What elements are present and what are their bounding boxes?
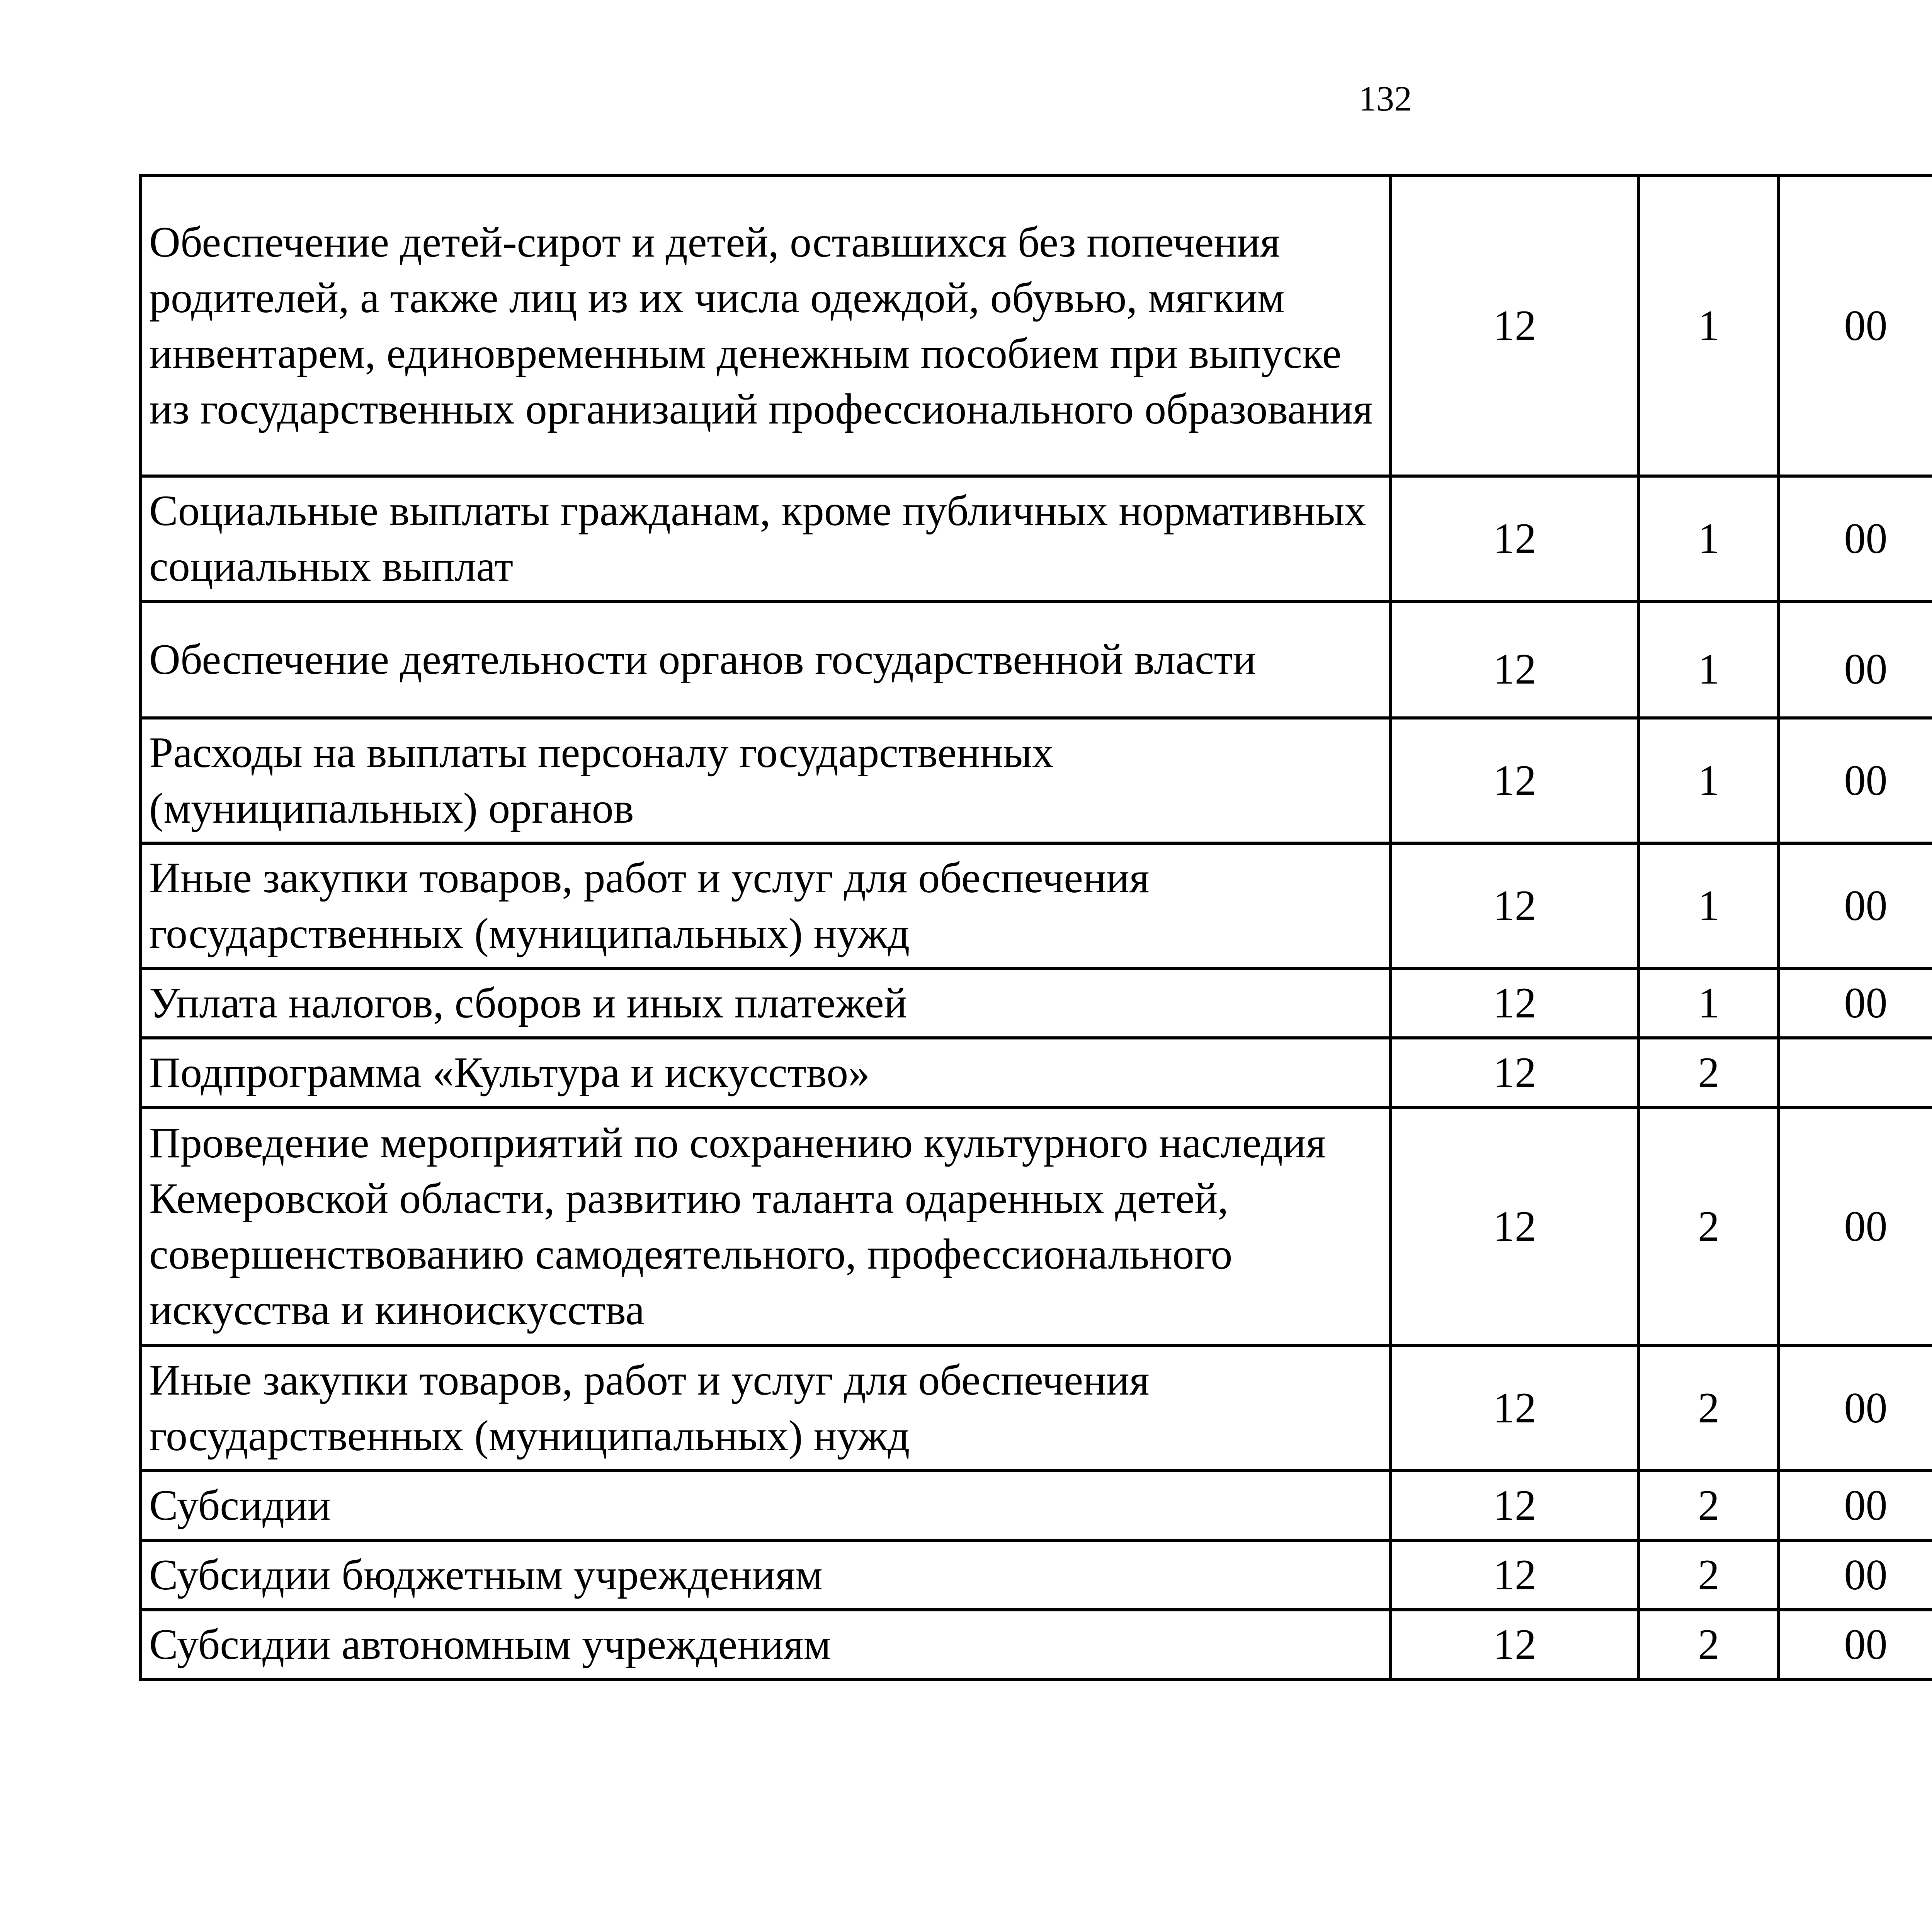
cell-code: 00	[1779, 601, 1932, 718]
cell-code: 00	[1779, 476, 1932, 601]
cell-code	[1779, 1038, 1932, 1107]
cell-subsection: 2	[1639, 1107, 1779, 1345]
cell-code: 00	[1779, 1540, 1932, 1610]
table-row	[141, 1540, 1932, 1610]
table-row	[141, 601, 1932, 718]
table-row	[141, 843, 1932, 968]
cell-subsection: 1	[1639, 175, 1779, 476]
cell-code: 00	[1779, 718, 1932, 843]
cell-subsection: 2	[1639, 1471, 1779, 1540]
table-row	[141, 476, 1932, 601]
cell-section: 12	[1391, 601, 1639, 718]
table-row	[141, 968, 1932, 1038]
table-row	[141, 175, 1932, 476]
table-row	[141, 1471, 1932, 1540]
row-name: Расходы на выплаты персоналу государственных (муниципальных) органов	[141, 718, 1391, 843]
cell-code: 00	[1779, 1107, 1932, 1345]
cell-section: 12	[1391, 1471, 1639, 1540]
cell-section: 12	[1391, 968, 1639, 1038]
row-name: Социальные выплаты гражданам, кроме публичных нормативных социальных выплат	[141, 476, 1391, 601]
cell-section: 12	[1391, 1038, 1639, 1107]
cell-code: 00	[1779, 175, 1932, 476]
row-name: Субсидии автономным учреждениям	[141, 1610, 1391, 1679]
row-name: Обеспечение деятельности органов государственной власти	[141, 601, 1391, 718]
table-row	[141, 718, 1932, 843]
row-name: Иные закупки товаров, работ и услуг для обеспечения государственных (муниципальных) нужд	[141, 843, 1391, 968]
cell-section: 12	[1391, 718, 1639, 843]
cell-section: 12	[1391, 1107, 1639, 1345]
cell-subsection: 1	[1639, 968, 1779, 1038]
table-row	[141, 1107, 1932, 1345]
row-name: Иные закупки товаров, работ и услуг для обеспечения государственных (муниципальных) нужд	[141, 1345, 1391, 1471]
page-number: 132	[1359, 79, 1412, 118]
row-name: Проведение мероприятий по сохранению культурного наследия Кемеровской области, развитию таланта одаренных детей, совершенствованию самодеятельного, профессионального искусства и киноискусства	[141, 1107, 1391, 1345]
table-row	[141, 1038, 1932, 1107]
cell-section: 12	[1391, 175, 1639, 476]
cell-subsection: 2	[1639, 1540, 1779, 1610]
row-name: Субсидии	[141, 1471, 1391, 1540]
cell-subsection: 2	[1639, 1610, 1779, 1679]
cell-code: 00	[1779, 968, 1932, 1038]
cell-subsection: 1	[1639, 843, 1779, 968]
cell-section: 12	[1391, 1345, 1639, 1471]
row-name: Обеспечение детей-сирот и детей, оставшихся без попечения родителей, а также лиц из их числа одеждой, обувью, мягким инвентарем, единовременным денежным пособием при выпуске из государственных организаций профессионального образования	[141, 175, 1391, 476]
cell-section: 12	[1391, 476, 1639, 601]
cell-code: 00	[1779, 1345, 1932, 1471]
budget-table	[139, 174, 1932, 1681]
cell-subsection: 1	[1639, 718, 1779, 843]
cell-section: 12	[1391, 843, 1639, 968]
cell-subsection: 1	[1639, 601, 1779, 718]
cell-code: 00	[1779, 1610, 1932, 1679]
cell-section: 12	[1391, 1540, 1639, 1610]
cell-subsection: 2	[1639, 1038, 1779, 1107]
table-row	[141, 1345, 1932, 1471]
cell-section: 12	[1391, 1610, 1639, 1679]
cell-subsection: 1	[1639, 476, 1779, 601]
row-name: Подпрограмма «Культура и искусство»	[141, 1038, 1391, 1107]
row-name: Субсидии бюджетным учреждениям	[141, 1540, 1391, 1610]
cell-code: 00	[1779, 1471, 1932, 1540]
cell-code: 00	[1779, 843, 1932, 968]
cell-subsection: 2	[1639, 1345, 1779, 1471]
table-row	[141, 1610, 1932, 1679]
row-name: Уплата налогов, сборов и иных платежей	[141, 968, 1391, 1038]
